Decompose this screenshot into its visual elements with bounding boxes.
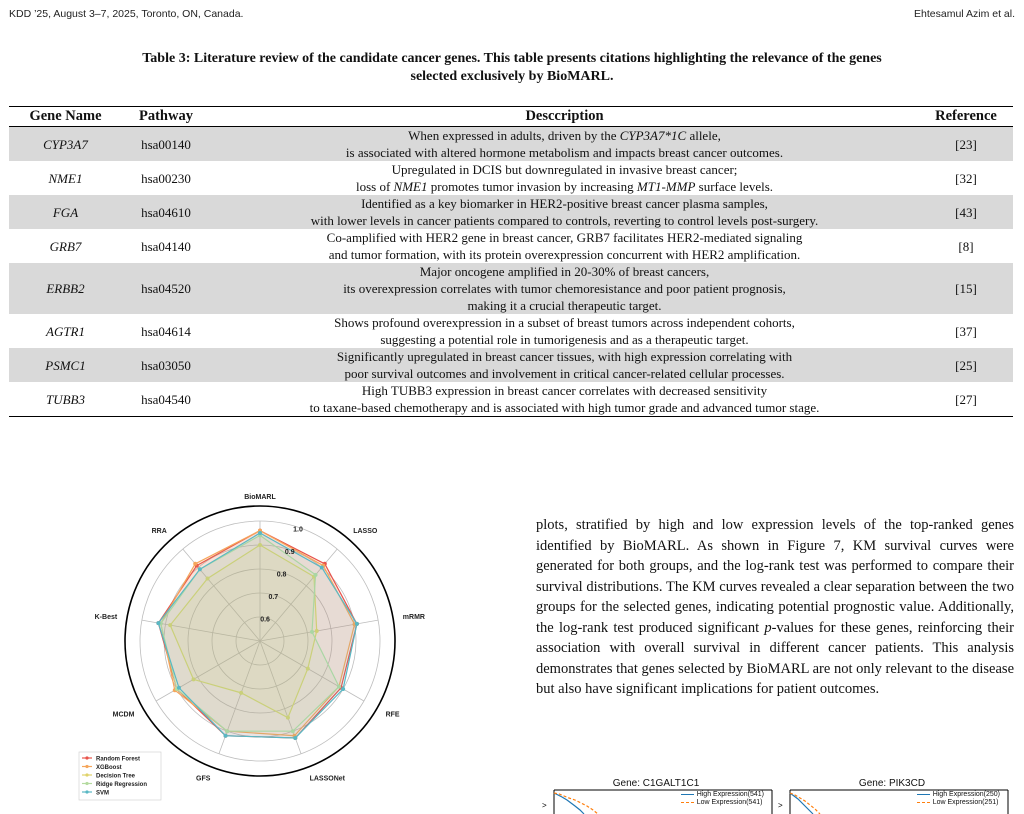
description-line: its overexpression correlates with tumor chemoresistance and poor patient prognosis, bbox=[343, 281, 786, 296]
radar-axis-label: mRMR bbox=[402, 613, 425, 621]
description-line: Identified as a key biomarker in HER2-positive breast cancer plasma samples, bbox=[361, 196, 768, 211]
description-cell bbox=[210, 263, 919, 314]
col-header-description: Desccription bbox=[210, 107, 919, 127]
radar-point bbox=[355, 622, 359, 626]
pathway-cell: hsa00230 bbox=[141, 170, 191, 186]
description-cell bbox=[210, 161, 919, 195]
km-plot-1 bbox=[540, 778, 772, 810]
km-legend-low: Low Expression(251) bbox=[932, 799, 999, 806]
table-caption-line-2: selected exclusively by BioMARL. bbox=[410, 69, 614, 84]
km-legend-high: High Expression(541) bbox=[696, 791, 764, 798]
reference-cell: [43] bbox=[919, 195, 1013, 229]
table-row bbox=[9, 382, 1013, 417]
gene-name-cell: ERBB2 bbox=[9, 263, 122, 314]
radar-tick-label: 0.7 bbox=[268, 593, 279, 601]
pathway-cell: hsa04610 bbox=[122, 195, 210, 229]
description-line: suggesting a potential role in tumorigenesis and as a therapeutic target. bbox=[380, 332, 749, 347]
col-header-pathway: Pathway bbox=[122, 107, 210, 127]
reference-cell: [37] bbox=[955, 323, 977, 339]
gene-name-cell: NME1 bbox=[48, 170, 83, 186]
km-legend bbox=[681, 791, 764, 807]
pathway-cell: hsa00140 bbox=[122, 127, 210, 162]
reference-cell: [15] bbox=[919, 263, 1013, 314]
description-cell bbox=[210, 382, 919, 417]
gene-name-cell: PSMC1 bbox=[9, 348, 122, 382]
col-header-gene: Gene Name bbox=[9, 107, 122, 127]
description-line: is associated with altered hormone metabolism and impacts breast cancer outcomes. bbox=[345, 145, 784, 160]
svg-text:>: > bbox=[542, 801, 547, 810]
gene-name-cell: FGA bbox=[9, 195, 122, 229]
radar-point bbox=[341, 687, 345, 691]
body-paragraph: plots, stratified by high and low expression levels of the top-ranked genes identified by BioMARL. As shown in Figure 7, KM survival curves were generated for both groups, and the log-rank test was performed to compare their survival distributions. The KM curves revealed a clear separation between the two groups for the selected genes, indicating potential prognostic value. Additionally, the log-rank test produced significant p-values for these genes, reinforcing their association with overall survival in different cancer patients. This analysis demonstrates that genes selected by BioMARL are not only relevant to the disease but also have significant implications for patient outcomes. bbox=[536, 517, 1014, 697]
radar-legend-label: SVM bbox=[96, 790, 110, 797]
gene-name-cell: AGTR1 bbox=[46, 323, 85, 339]
radar-point bbox=[258, 531, 262, 535]
reference-cell: [25] bbox=[919, 348, 1013, 382]
table-row bbox=[9, 314, 1013, 348]
pathway-cell: hsa04520 bbox=[122, 263, 210, 314]
description-line: Major oncogene amplified in 20-30% of breast cancers, bbox=[419, 264, 710, 279]
radar-legend-marker bbox=[85, 790, 88, 793]
radar-axis-label: LASSONet bbox=[309, 775, 345, 783]
km-legend-low: Low Expression(541) bbox=[696, 799, 763, 806]
radar-tick-label: 0.9 bbox=[284, 548, 295, 556]
description-line: to taxane-based chemotherapy and is associated with high tumor grade and advanced tumor stage. bbox=[309, 400, 820, 415]
description-line: with lower levels in cancer patients compared to controls, reverting to control levels post-surgery. bbox=[310, 213, 819, 228]
km-plot-2 bbox=[776, 778, 1008, 810]
table-row bbox=[9, 195, 1013, 229]
radar-axis-label: RRA bbox=[151, 527, 167, 535]
km-legend-high: High Expression(250) bbox=[932, 791, 1000, 798]
table-row bbox=[9, 348, 1013, 382]
description-cell bbox=[210, 127, 919, 162]
pathway-cell: hsa04540 bbox=[122, 382, 210, 417]
pathway-cell: hsa04140 bbox=[141, 238, 191, 254]
km-plot-title: Gene: PIK3CD bbox=[858, 778, 926, 789]
radar-point bbox=[224, 734, 228, 738]
radar-point bbox=[293, 736, 297, 740]
radar-legend-marker bbox=[85, 773, 88, 776]
pathway-cell: hsa04614 bbox=[141, 323, 191, 339]
description-line: loss of NME1 promotes tumor invasion by increasing MT1-MMP surface levels. bbox=[355, 179, 774, 194]
description-line: Shows profound overexpression in a subset of breast tumors across independent cohorts, bbox=[334, 315, 795, 330]
radar-tick-label: 0.8 bbox=[276, 571, 287, 579]
radar-legend-label: XGBoost bbox=[96, 765, 122, 771]
radar-tick-label: 1.0 bbox=[293, 526, 303, 534]
radar-point bbox=[156, 621, 160, 625]
radar-axis-label: LASSO bbox=[353, 527, 378, 535]
radar-legend-marker bbox=[85, 782, 88, 785]
description-line: Upregulated in DCIS but downregulated in invasive breast cancer; bbox=[391, 162, 738, 177]
radar-chart bbox=[70, 494, 425, 810]
km-legend bbox=[917, 791, 1000, 807]
pathway-cell: hsa03050 bbox=[122, 348, 210, 382]
svg-text:>: > bbox=[778, 801, 783, 810]
radar-legend-label: Decision Tree bbox=[96, 773, 136, 780]
running-header-authors: Ehtesamul Azim et al. bbox=[914, 8, 1015, 20]
table-row bbox=[9, 161, 1013, 195]
running-header-venue: KDD ’25, August 3–7, 2025, Toronto, ON, Canada. bbox=[9, 8, 244, 20]
reference-cell: [8] bbox=[958, 238, 974, 254]
col-header-reference: Reference bbox=[919, 107, 1013, 127]
table-caption-line-1: Table 3: Literature review of the candidate cancer genes. This table presents citations highlighting the relevance of the genes bbox=[142, 51, 882, 66]
description-line: making it a crucial therapeutic target. bbox=[467, 298, 662, 313]
radar-point bbox=[177, 686, 181, 690]
km-plot-title: Gene: C1GALT1C1 bbox=[612, 778, 700, 789]
radar-axis-label: GFS bbox=[196, 775, 211, 783]
radar-axis-label: K-Best bbox=[94, 613, 118, 621]
table-row bbox=[9, 229, 1013, 263]
gene-name-cell: GRB7 bbox=[49, 238, 82, 254]
table-caption bbox=[0, 50, 1024, 86]
radar-axis-label: BioMARL bbox=[244, 494, 276, 501]
radar-series-area bbox=[158, 533, 357, 738]
description-line: poor survival outcomes and involvement in critical cancer-related cellular processes. bbox=[344, 366, 785, 381]
description-line: and tumor formation, with its protein overexpression concurrent with HER2 amplification. bbox=[328, 247, 801, 262]
description-cell bbox=[210, 348, 919, 382]
description-line: Co-amplified with HER2 gene in breast cancer, GRB7 facilitates HER2-mediated signaling bbox=[326, 230, 803, 245]
description-cell bbox=[210, 229, 919, 263]
description-line: High TUBB3 expression in breast cancer correlates with decreased sensitivity bbox=[361, 383, 768, 398]
gene-name-cell: CYP3A7 bbox=[9, 127, 122, 162]
radar-point bbox=[193, 562, 197, 566]
radar-point bbox=[320, 565, 324, 569]
description-cell bbox=[210, 314, 919, 348]
radar-legend-marker bbox=[85, 765, 88, 768]
radar-axis-label: RFE bbox=[385, 711, 400, 719]
table-row bbox=[9, 263, 1013, 314]
reference-cell: [27] bbox=[919, 382, 1013, 417]
gene-name-cell: TUBB3 bbox=[9, 382, 122, 417]
radar-legend-label: Ridge Regression bbox=[96, 782, 148, 788]
literature-table bbox=[9, 106, 1013, 417]
description-line: When expressed in adults, driven by the CYP3A7*1C allele, bbox=[408, 128, 721, 143]
radar-point bbox=[198, 567, 202, 571]
table-row bbox=[9, 127, 1013, 162]
radar-legend-label: Random Forest bbox=[96, 756, 141, 763]
reference-cell: [23] bbox=[919, 127, 1013, 162]
reference-cell: [32] bbox=[955, 170, 977, 186]
radar-axis-label: MCDM bbox=[112, 711, 135, 719]
description-line: Significantly upregulated in breast cancer tissues, with high expression correlating with bbox=[336, 349, 793, 364]
radar-legend-marker bbox=[85, 756, 88, 759]
radar-tick-label: 0.6 bbox=[260, 616, 270, 624]
description-cell bbox=[210, 195, 919, 229]
